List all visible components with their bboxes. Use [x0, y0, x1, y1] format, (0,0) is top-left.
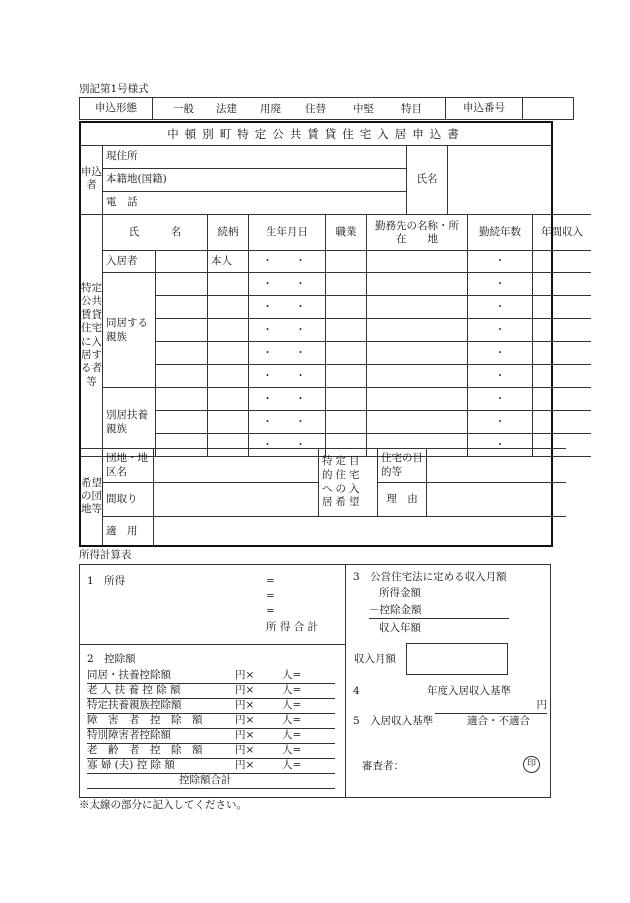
calc-divider-left: [80, 644, 345, 645]
s4-number: 4: [353, 685, 360, 697]
residents-side-label: 特定公共賃貸住宅に入居する者等: [81, 215, 103, 457]
eq-sign: =: [266, 590, 275, 602]
s2-label: 2 控除額: [87, 653, 136, 665]
yen-times: 円×: [235, 699, 255, 711]
seal-icon: 印: [523, 756, 540, 773]
dob-field[interactable]: ・ ・: [249, 296, 326, 319]
s4-amount-field[interactable]: [435, 699, 547, 714]
workplace-field[interactable]: [367, 251, 468, 273]
desired-side-label: 希望の団地等: [81, 449, 103, 545]
resident-name-field[interactable]: [155, 273, 208, 296]
deduction-label: 特定扶養親族控除額: [87, 699, 182, 711]
income-field[interactable]: [533, 319, 592, 342]
reason-label: 理 由: [378, 483, 427, 517]
relation-field[interactable]: [208, 365, 249, 388]
type-disused[interactable]: 用廃: [260, 102, 281, 115]
cohabiting-label: 同居する親族: [103, 273, 156, 388]
relation-field[interactable]: [208, 296, 249, 319]
persons-eq: 人=: [282, 759, 302, 771]
applicable-field[interactable]: [154, 517, 567, 545]
workplace-field[interactable]: [367, 342, 468, 365]
years-field[interactable]: ・: [468, 388, 533, 411]
dob-field[interactable]: ・ ・: [249, 434, 326, 457]
examiner-label: 審査者：: [362, 760, 404, 772]
income-field[interactable]: [533, 251, 592, 273]
applicant-section: [81, 145, 572, 215]
dob-field[interactable]: ・ ・: [249, 411, 326, 434]
s3-minus: －控除金額: [369, 604, 422, 616]
deduction-label: 老 齢 者 控 除 額: [87, 744, 203, 756]
applicable-label: 適 用: [103, 517, 154, 545]
years-field[interactable]: ・: [468, 251, 533, 273]
special-purpose-label: 特定目的住宅への入居希望: [319, 449, 378, 517]
income-field[interactable]: [533, 273, 592, 296]
resident-name-field[interactable]: [155, 411, 208, 434]
app-number-field[interactable]: [523, 98, 574, 120]
resident-name-field[interactable]: [155, 365, 208, 388]
years-field[interactable]: ・: [468, 434, 533, 457]
income-field[interactable]: [533, 388, 592, 411]
resident-name-field[interactable]: [155, 319, 208, 342]
occupation-field[interactable]: [326, 411, 367, 434]
dob-field[interactable]: ・ ・: [249, 319, 326, 342]
workplace-field[interactable]: [367, 388, 468, 411]
s1-label: 1 所得: [87, 575, 126, 587]
type-special[interactable]: 特目: [401, 102, 422, 115]
yen-times: 円×: [235, 714, 255, 726]
years-field[interactable]: ・: [468, 273, 533, 296]
application-type-row: [79, 97, 574, 120]
estate-label: 団地・地区名: [103, 449, 154, 483]
years-field[interactable]: ・: [468, 365, 533, 388]
purpose-label: 住宅の目的等: [378, 449, 427, 483]
deduction-label: 障 害 者 控 除 額: [87, 714, 203, 726]
domicile-field[interactable]: 本籍地(国籍): [103, 168, 407, 191]
relation-field[interactable]: [208, 319, 249, 342]
dob-field[interactable]: ・ ・: [249, 342, 326, 365]
s3-label: 3 公営住宅法に定める収入月額: [353, 571, 507, 583]
monthly-label: 収入月額: [354, 653, 396, 665]
workplace-field[interactable]: [367, 296, 468, 319]
years-field[interactable]: ・: [468, 319, 533, 342]
resident-name-field[interactable]: [155, 388, 208, 411]
occupation-field[interactable]: [326, 296, 367, 319]
workplace-field[interactable]: [367, 411, 468, 434]
phone-field[interactable]: 電 話: [103, 191, 407, 214]
page-title: 中頓別町特定公共賃貸住宅入居申込書: [81, 123, 551, 146]
s4-label: 年度入居収入基準: [427, 685, 511, 697]
yen-times: 円×: [235, 684, 255, 696]
applicant-side-label: 申込者: [81, 145, 103, 214]
income-field[interactable]: [533, 296, 592, 319]
years-field[interactable]: ・: [468, 411, 533, 434]
occupation-field[interactable]: [326, 388, 367, 411]
app-number-label: 申込番号: [446, 98, 523, 120]
header-income: 年間収入: [533, 215, 592, 251]
persons-eq: 人=: [282, 669, 302, 681]
deduction-label: 寡 婦 (夫) 控 除 額: [87, 759, 175, 771]
header-relation: 続柄: [208, 215, 249, 251]
yen-times: 円×: [235, 729, 255, 741]
years-field[interactable]: ・: [468, 296, 533, 319]
form-label: 別記第1号様式: [79, 83, 149, 95]
principal-relation: 本人: [208, 251, 249, 273]
layout-label: 間取り: [103, 483, 154, 517]
deduction-total-label: 控除額合計: [179, 774, 232, 786]
occupation-field[interactable]: [326, 365, 367, 388]
app-type-label: 申込形態: [80, 98, 153, 120]
purpose-field[interactable]: [427, 449, 567, 483]
resident-name-field[interactable]: [155, 342, 208, 365]
header-occupation: 職業: [326, 215, 367, 251]
persons-eq: 人=: [282, 714, 302, 726]
s5-label: 5 入居収入基準: [353, 715, 434, 727]
income-calc-table: [79, 564, 551, 798]
dob-field[interactable]: ・ ・: [249, 388, 326, 411]
monthly-field[interactable]: [406, 643, 508, 675]
main-form-frame: [79, 121, 583, 547]
persons-eq: 人=: [282, 684, 302, 696]
header-name: 氏 名: [103, 215, 208, 251]
header-dob: 生年月日: [249, 215, 326, 251]
years-field[interactable]: ・: [468, 342, 533, 365]
desired-estate-section: [81, 448, 566, 545]
relation-field[interactable]: [208, 342, 249, 365]
deduction-row[interactable]: [87, 698, 335, 714]
persons-eq: 人=: [282, 729, 302, 741]
deduction-label: 老 人 扶 養 控 除 額: [87, 684, 181, 696]
relation-field[interactable]: [208, 411, 249, 434]
s3-minus-row[interactable]: [369, 604, 509, 619]
header-workplace: 勤務先の名称・所 在 地: [367, 215, 468, 251]
yen-times: 円×: [235, 759, 255, 771]
footnote: ※太線の部分に記入してください。: [79, 799, 247, 811]
yen-times: 円×: [235, 669, 255, 681]
calc-divider: [345, 565, 346, 797]
occupant-label: 入居者: [103, 251, 156, 273]
deduction-label: 特別障害者控除額: [87, 729, 171, 741]
occupant-name-field[interactable]: [155, 251, 208, 273]
s4-unit: 円: [536, 699, 547, 711]
eq-sign: =: [266, 605, 275, 617]
dob-field[interactable]: ・ ・: [249, 251, 326, 273]
type-middle[interactable]: 中堅: [353, 102, 374, 115]
yen-times: 円×: [235, 744, 255, 756]
residents-table: [81, 214, 591, 457]
persons-eq: 人=: [282, 744, 302, 756]
relation-field[interactable]: [208, 273, 249, 296]
income-total-label: 所 得 合 計: [266, 621, 319, 633]
separate-label: 別居扶養親族: [103, 388, 156, 457]
occupation-field[interactable]: [326, 342, 367, 365]
type-general[interactable]: 一般: [173, 102, 194, 115]
name-label: 氏名: [407, 145, 448, 214]
persons-eq: 人=: [282, 699, 302, 711]
eq-sign: =: [266, 575, 275, 587]
workplace-field[interactable]: [367, 365, 468, 388]
s3-income: 所得金額: [379, 587, 421, 599]
s3-annual: 収入年額: [379, 622, 421, 634]
income-field[interactable]: [533, 342, 592, 365]
deduction-total-row[interactable]: [87, 773, 335, 789]
deduction-row[interactable]: [87, 728, 335, 744]
workplace-field[interactable]: [367, 273, 468, 296]
dob-field[interactable]: ・ ・: [249, 273, 326, 296]
occupation-field[interactable]: [326, 251, 367, 273]
address-field[interactable]: 現住所: [103, 145, 407, 168]
deduction-row[interactable]: [87, 743, 335, 759]
income-field[interactable]: [533, 365, 592, 388]
occupation-field[interactable]: [326, 273, 367, 296]
name-field[interactable]: [448, 145, 573, 214]
income-field[interactable]: [533, 411, 592, 434]
deduction-row[interactable]: [87, 758, 335, 774]
estate-field[interactable]: [154, 449, 319, 483]
deduction-row[interactable]: [87, 668, 335, 684]
deduction-row[interactable]: [87, 713, 335, 729]
deduction-label: 同居・扶養控除額: [87, 669, 171, 681]
workplace-field[interactable]: [367, 319, 468, 342]
app-type-options: [153, 98, 446, 120]
type-legal[interactable]: 法建: [216, 102, 237, 115]
reason-field[interactable]: [427, 483, 567, 517]
dob-field[interactable]: ・ ・: [249, 365, 326, 388]
occupation-field[interactable]: [326, 319, 367, 342]
deduction-row[interactable]: [87, 683, 335, 699]
layout-field[interactable]: [154, 483, 319, 517]
header-years: 勤続年数: [468, 215, 533, 251]
relation-field[interactable]: [208, 388, 249, 411]
resident-name-field[interactable]: [155, 296, 208, 319]
type-relocation[interactable]: 住替: [305, 102, 326, 115]
income-calc-title: 所得計算表: [79, 549, 132, 561]
s5-result[interactable]: 適合・不適合: [467, 715, 530, 727]
